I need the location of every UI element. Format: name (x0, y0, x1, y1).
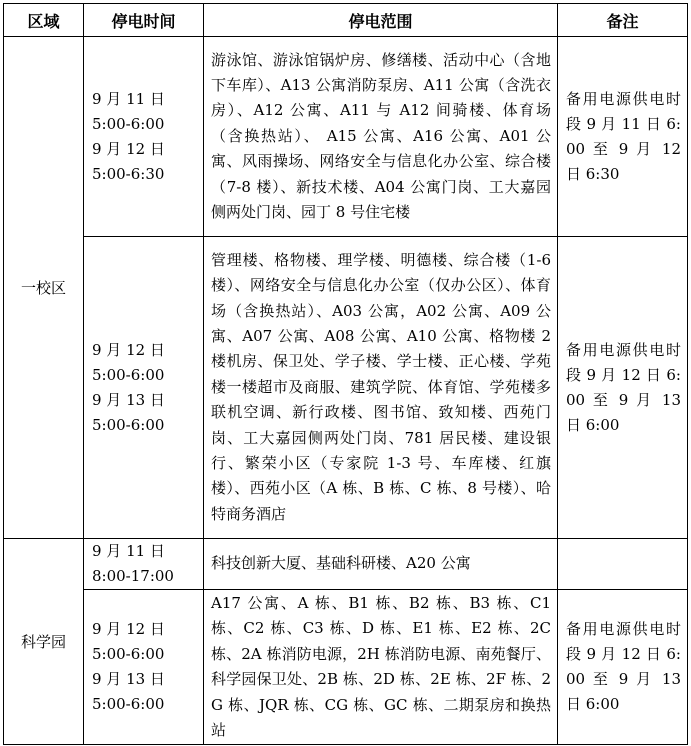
range-cell: A17 公寓、A 栋、B1 栋、B2 栋、B3 栋、C1 栋、C2 栋、C3 栋、D 栋、E1 栋、E2 栋、2C 栋、2A 栋消防电源，2H 栋消防电源、南苑餐厅、科学园保卫处、2B 栋、2D 栋、2E 栋、2F 栋、2G 栋、JQR 栋、CG 栋、GC 栋、二期泵房和换热站 (204, 590, 558, 745)
time-line: 5:00-6:00 (92, 415, 165, 434)
time-line: 9 月 12 日 (92, 139, 165, 158)
header-range: 停电范围 (204, 4, 558, 37)
area-cell: 科学园 (4, 539, 84, 745)
header-note: 备注 (558, 4, 688, 37)
time-line: 9 月 11 日 (92, 89, 165, 108)
header-time: 停电时间 (84, 4, 204, 37)
time-cell (84, 37, 204, 237)
time-line: 5:00-6:00 (92, 365, 165, 384)
time-line: 9 月 12 日 (92, 340, 165, 359)
time-cell (84, 237, 204, 539)
range-cell: 游泳馆、游泳馆锅炉房、修缮楼、活动中心（含地下车库）、A13 公寓消防泵房、A11 公寓（含洗衣房）、A12 公寓、A11 与 A12 间骑楼、体育场（含换热站）、 A15 公寓、A16 公寓、A01 公寓、风雨操场、网络安全与信息化办公室、综合楼（7-8 楼）、新技术楼、A04 公寓门岗、工大嘉园侧两处门岗、园丁 8 号住宅楼 (204, 37, 558, 237)
table-row (4, 590, 688, 745)
note-cell (558, 539, 688, 590)
table-row (4, 539, 688, 590)
time-line: 8:00-17:00 (92, 567, 174, 585)
range-cell: 科技创新大厦、基础科研楼、A20 公寓 (204, 539, 558, 590)
area-cell: 一校区 (4, 37, 84, 539)
header-area: 区域 (4, 4, 84, 37)
time-cell (84, 539, 204, 590)
power-outage-table (3, 3, 688, 745)
time-line: 5:00-6:30 (92, 164, 165, 183)
time-line: 9 月 11 日 (92, 542, 165, 560)
time-line: 5:00-6:00 (92, 645, 165, 664)
note-cell: 备用电源供电时段 9 月 12 日 6:00 至 9 月 13 日 6:00 (558, 590, 688, 745)
time-line: 9 月 13 日 (92, 390, 165, 409)
time-line: 9 月 13 日 (92, 670, 165, 689)
table-row (4, 237, 688, 539)
note-cell: 备用电源供电时段 9 月 12 日 6:00 至 9 月 13 日 6:00 (558, 237, 688, 539)
time-line: 5:00-6:00 (92, 114, 165, 133)
time-line: 5:00-6:00 (92, 695, 165, 714)
time-line: 9 月 12 日 (92, 620, 165, 639)
note-cell: 备用电源供电时段 9 月 11 日 6:00 至 9 月 12 日 6:30 (558, 37, 688, 237)
table-header-row (4, 4, 688, 37)
time-cell (84, 590, 204, 745)
range-cell: 管理楼、格物楼、理学楼、明德楼、综合楼（1-6 楼）、网络安全与信息化办公室（仅办公区）、体育场（含换热站）、A03 公寓，A02 公寓、A09 公寓、A07 公寓、A08 公寓、A10 公寓、格物楼 2 楼机房、保卫处、学子楼、学士楼、正心楼、学苑楼一楼超市及商服、建筑学院、体育馆、学苑楼多联机空调、新行政楼、图书馆、致知楼、西苑门岗、工大嘉园侧两处门岗、781 居民楼、建设银行、繁荣小区（专家院 1-3 号、车库楼、红旗楼）、西苑小区（A 栋、B 栋、C 栋、8 号楼）、哈特商务酒店 (204, 237, 558, 539)
table-row (4, 37, 688, 237)
